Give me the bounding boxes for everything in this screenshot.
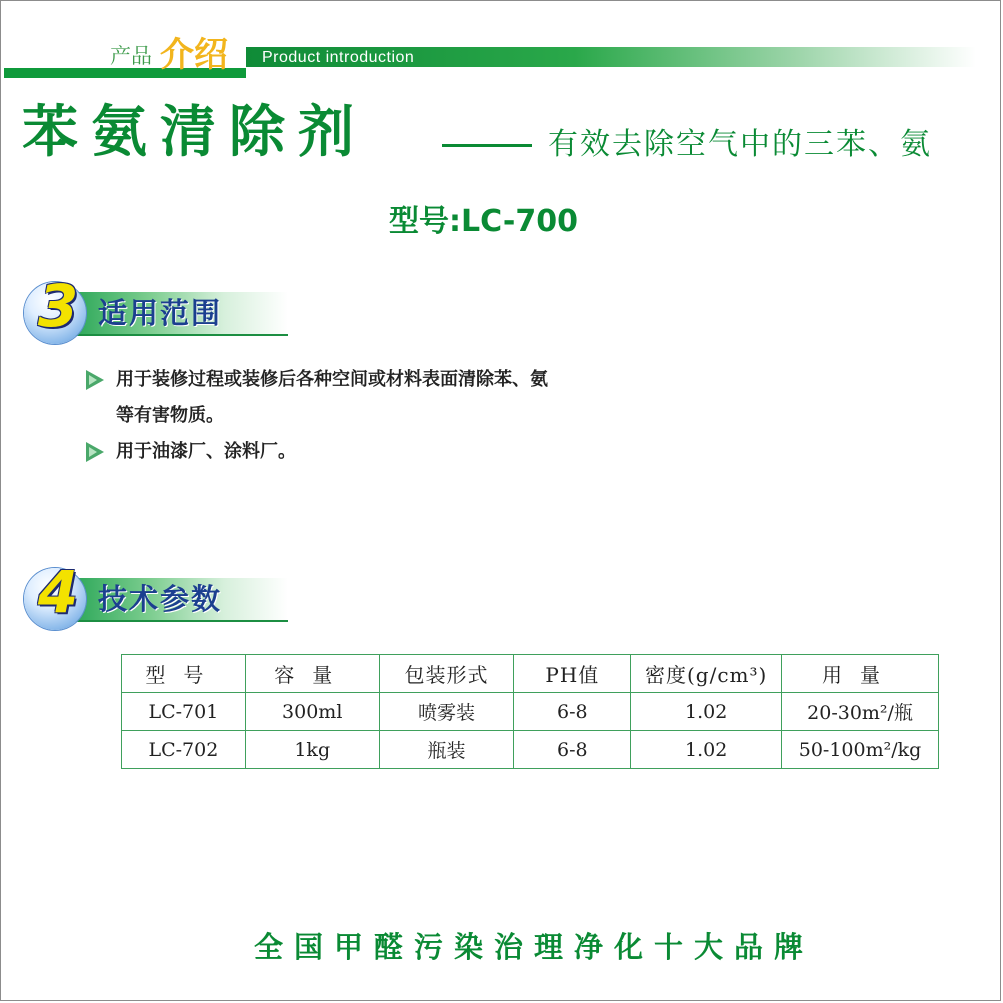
table-cell: 300ml — [245, 693, 379, 731]
list-item-continuation — [86, 398, 706, 434]
header-title-big: 介绍 — [160, 35, 228, 75]
table-cell: 瓶装 — [379, 731, 514, 769]
list-item-text: 用于装修过程或装修后各种空间或材料表面清除苯、氨 — [116, 369, 548, 390]
footer-slogan: 全国甲醛污染治理净化十大品牌 — [254, 930, 815, 964]
table-cell: 20-30m²/瓶 — [782, 693, 939, 731]
list-item-text: 用于油漆厂、涂料厂。 — [116, 441, 296, 462]
table-cell: 6-8 — [514, 693, 631, 731]
table-cell: 6-8 — [514, 731, 631, 769]
column-header: 密度(g/cm³) — [631, 655, 782, 693]
product-name: 苯氨清除剂 — [22, 100, 367, 165]
table-header-row — [122, 655, 939, 693]
triangle-bullet-icon — [86, 370, 104, 390]
section-title: 适用范围 — [98, 296, 223, 330]
column-header: 包装形式 — [379, 655, 514, 693]
header-english-title: Product introduction — [262, 49, 415, 66]
column-header: PH值 — [514, 655, 631, 693]
column-header: 用量 — [782, 655, 939, 693]
table-cell: LC-702 — [122, 731, 246, 769]
section-number: 4 — [37, 558, 79, 626]
product-model — [0, 196, 1003, 240]
model-text: 型号:LC-700 — [389, 204, 578, 239]
product-tagline: 有效去除空气中的三苯、氨 — [548, 127, 932, 162]
table-cell: 喷雾装 — [379, 693, 514, 731]
table-cell: 50-100m²/kg — [782, 731, 939, 769]
title-dash — [442, 144, 532, 147]
table-cell: LC-701 — [122, 693, 246, 731]
section-title: 技术参数 — [98, 582, 223, 616]
table-row — [122, 731, 939, 769]
list-item — [86, 434, 706, 470]
table-row — [122, 693, 939, 731]
list-item-text: 等有害物质。 — [116, 405, 224, 426]
list-item — [86, 362, 706, 398]
section-header-scope — [20, 272, 280, 350]
triangle-bullet-icon — [86, 442, 104, 462]
table-cell: 1kg — [245, 731, 379, 769]
section-header-specs — [20, 558, 280, 636]
parameters-table — [121, 654, 939, 769]
table-cell: 1.02 — [631, 731, 782, 769]
column-header: 容量 — [245, 655, 379, 693]
section-number: 3 — [37, 272, 79, 340]
header-title-small: 产品 — [110, 44, 152, 68]
table-cell: 1.02 — [631, 693, 782, 731]
column-header: 型号 — [122, 655, 246, 693]
scope-list — [86, 362, 706, 470]
